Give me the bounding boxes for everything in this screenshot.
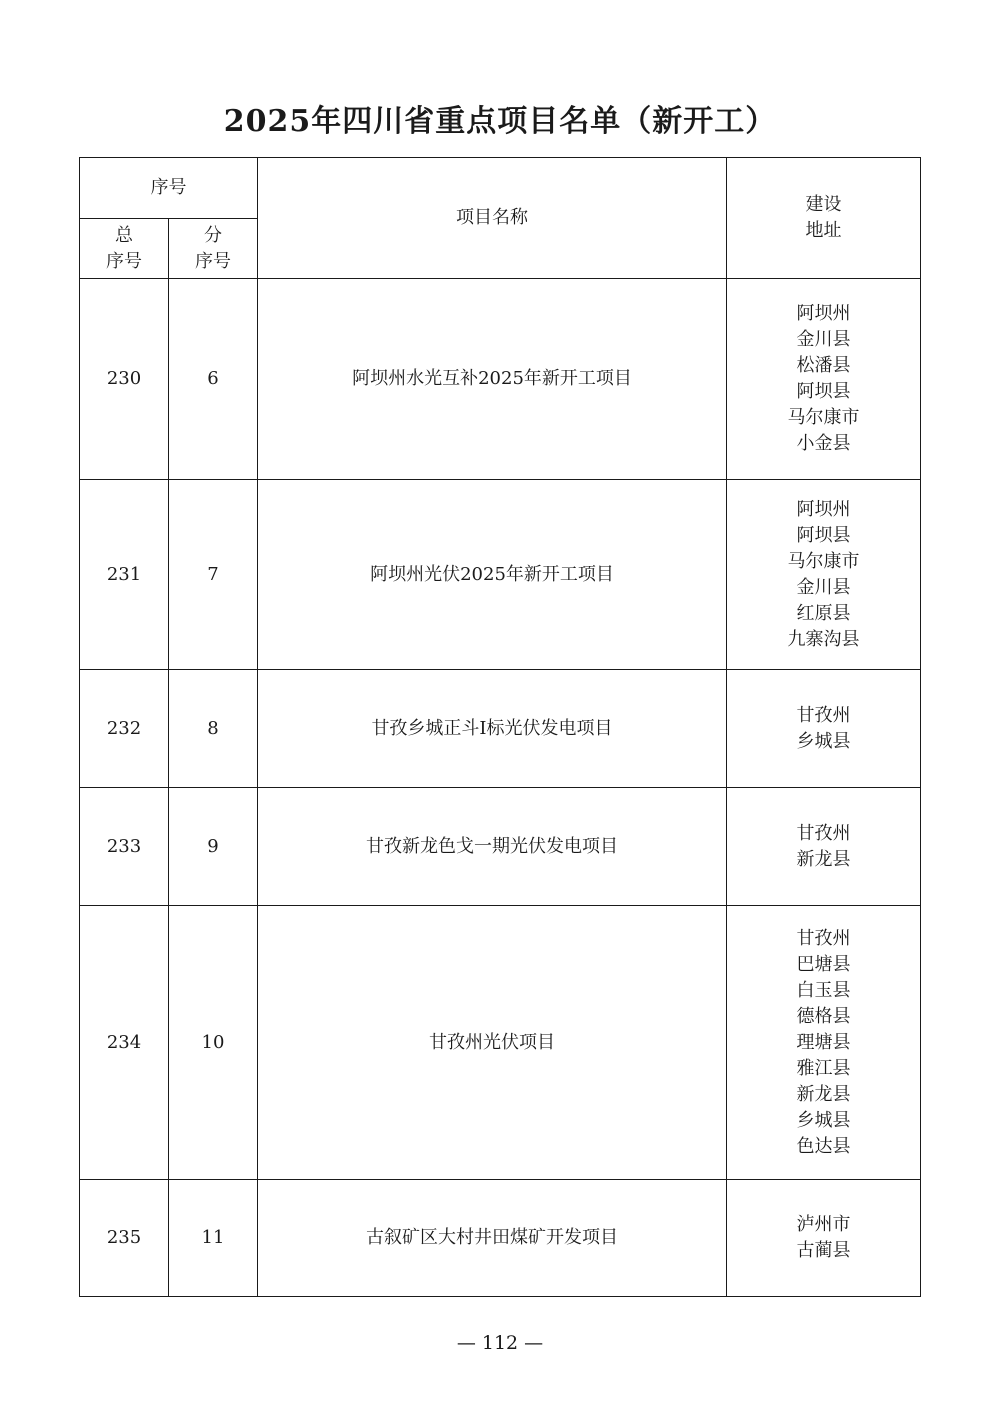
location-line: 马尔康市 — [787, 407, 860, 428]
location-line: 松潘县 — [796, 355, 851, 376]
header-total-seq — [80, 219, 169, 279]
location-cell — [727, 670, 921, 788]
location-line: 金川县 — [796, 329, 851, 350]
table-row — [80, 279, 921, 480]
header-sub-seq — [169, 219, 258, 279]
table-row — [80, 670, 921, 788]
location-line: 马尔康市 — [787, 550, 860, 572]
header-total-seq-line: 序号 — [106, 250, 142, 272]
location-cell — [727, 788, 921, 906]
project-name-cell: 古叙矿区大村井田煤矿开发项目 — [258, 1180, 727, 1297]
project-name-cell: 甘孜州光伏项目 — [258, 906, 727, 1180]
location-line: 阿坝县 — [796, 524, 851, 546]
total-seq-cell: 232 — [80, 670, 169, 788]
location-line: 阿坝县 — [796, 381, 851, 402]
location-line: 色达县 — [796, 1135, 851, 1157]
page-number: — 112 — — [456, 1332, 544, 1354]
header-location-line: 地址 — [805, 220, 842, 241]
total-seq-cell: 231 — [80, 480, 169, 670]
header-sub-seq-line: 序号 — [195, 250, 231, 272]
location-line: 泸州市 — [796, 1214, 851, 1235]
location-cell — [727, 1180, 921, 1297]
location-line: 古蔺县 — [796, 1240, 851, 1261]
table-row — [80, 1180, 921, 1297]
location-line: 九寨沟县 — [787, 628, 860, 650]
location-line: 红原县 — [796, 602, 851, 624]
total-seq-cell: 230 — [80, 279, 169, 480]
project-name-cell: 阿坝州水光互补2025年新开工项目 — [258, 279, 727, 480]
sub-seq-cell: 8 — [169, 670, 258, 788]
location-line: 雅江县 — [796, 1057, 851, 1079]
location-line: 阿坝州 — [796, 303, 851, 324]
location-line: 德格县 — [796, 1005, 851, 1027]
location-line: 理塘县 — [796, 1031, 851, 1053]
project-name-cell: 阿坝州光伏2025年新开工项目 — [258, 480, 727, 670]
sub-seq-cell: 10 — [169, 906, 258, 1180]
location-cell — [727, 279, 921, 480]
location-line: 巴塘县 — [796, 953, 851, 975]
total-seq-cell: 233 — [80, 788, 169, 906]
page-title: 2025年四川省重点项目名单（新开工） — [223, 104, 777, 139]
location-line: 小金县 — [796, 433, 851, 454]
location-line: 甘孜州 — [796, 927, 851, 949]
location-line: 金川县 — [796, 576, 851, 598]
project-table — [79, 157, 921, 1297]
sub-seq-cell: 9 — [169, 788, 258, 906]
table-row — [80, 788, 921, 906]
header-seq-group: 序号 — [80, 158, 258, 219]
location-line: 乡城县 — [796, 730, 851, 752]
total-seq-cell: 235 — [80, 1180, 169, 1297]
header-total-seq-line: 总 — [115, 224, 133, 246]
location-cell — [727, 480, 921, 670]
header-location-line: 建设 — [805, 194, 842, 215]
header-location — [727, 158, 921, 279]
header-sub-seq-line: 分 — [204, 224, 222, 246]
location-line: 阿坝州 — [796, 498, 851, 520]
header-row — [80, 158, 921, 219]
location-line: 新龙县 — [796, 1083, 851, 1105]
table-row — [80, 906, 921, 1180]
location-line: 甘孜州 — [796, 704, 851, 726]
header-project-name: 项目名称 — [258, 158, 727, 279]
sub-seq-cell: 11 — [169, 1180, 258, 1297]
project-name-cell: 甘孜新龙色戈一期光伏发电项目 — [258, 788, 727, 906]
table-row — [80, 480, 921, 670]
sub-seq-cell: 6 — [169, 279, 258, 480]
project-name-cell: 甘孜乡城正斗Ⅰ标光伏发电项目 — [258, 670, 727, 788]
sub-seq-cell: 7 — [169, 480, 258, 670]
location-line: 新龙县 — [796, 848, 851, 870]
location-line: 乡城县 — [796, 1109, 851, 1131]
location-line: 甘孜州 — [796, 822, 851, 844]
location-cell — [727, 906, 921, 1180]
location-line: 白玉县 — [796, 979, 851, 1001]
total-seq-cell: 234 — [80, 906, 169, 1180]
